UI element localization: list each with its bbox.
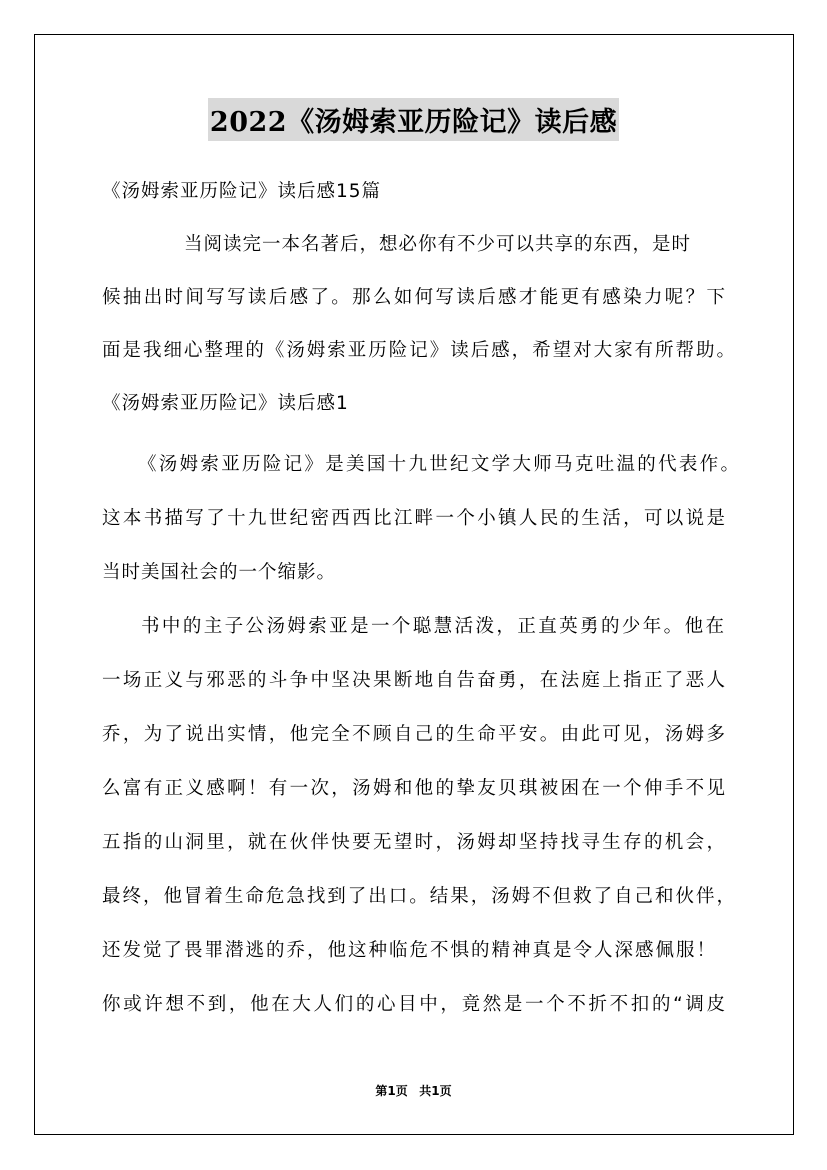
paragraph2-line-3: 乔，为了说出实情，他完全不顾自己的生命平安。由此可见，汤姆多 — [102, 724, 726, 745]
section-heading: 《汤姆索亚历险记》读后感1 — [102, 393, 349, 414]
page-number: 第1页 — [375, 1084, 408, 1098]
page-footer — [0, 1082, 827, 1099]
paragraph1-line-3: 当时美国社会的一个缩影。 — [102, 562, 337, 583]
paragraph2-line-7: 还发觉了畏罪潜逃的乔，他这种临危不惧的精神真是令人深感佩服！ — [102, 940, 716, 961]
title-container — [0, 98, 827, 141]
intro-line-3: 面是我细心整理的《汤姆索亚历险记》读后感，希望对大家有所帮助。 — [102, 340, 736, 361]
intro-line-2: 候抽出时间写写读后感了。那么如何写读后感才能更有感染力呢？下 — [102, 287, 726, 308]
document-title: 2022《汤姆索亚历险记》读后感 — [208, 98, 619, 141]
paragraph1-line-1: 《汤姆索亚历险记》是美国十九世纪文学大师马克吐温的代表作。 — [138, 454, 740, 475]
paragraph2-line-1: 书中的主子公汤姆索亚是一个聪慧活泼，正直英勇的少年。他在 — [141, 616, 725, 637]
subtitle: 《汤姆索亚历险记》读后感15篇 — [102, 181, 382, 202]
intro-line-1: 当阅读完一本名著后，想必你有不少可以共享的东西，是时 — [184, 234, 692, 255]
paragraph2-line-6: 最终，他冒着生命危急找到了出口。结果，汤姆不但救了自己和伙伴， — [102, 886, 736, 907]
paragraph2-line-4: 么富有正义感啊！有一次，汤姆和他的挚友贝琪被困在一个伸手不见 — [102, 778, 726, 799]
page-total: 共1页 — [419, 1084, 452, 1098]
paragraph2-line-5: 五指的山洞里，就在伙伴快要无望时，汤姆却坚持找寻生存的机会， — [102, 832, 726, 853]
paragraph2-line-2: 一场正义与邪恶的斗争中坚决果断地自告奋勇，在法庭上指正了恶人 — [102, 670, 726, 691]
paragraph2-line-8: 你或许想不到，他在大人们的心目中，竟然是一个不折不扣的“调皮 — [102, 994, 726, 1015]
paragraph1-line-2: 这本书描写了十九世纪密西西比江畔一个小镇人民的生活，可以说是 — [102, 508, 726, 529]
